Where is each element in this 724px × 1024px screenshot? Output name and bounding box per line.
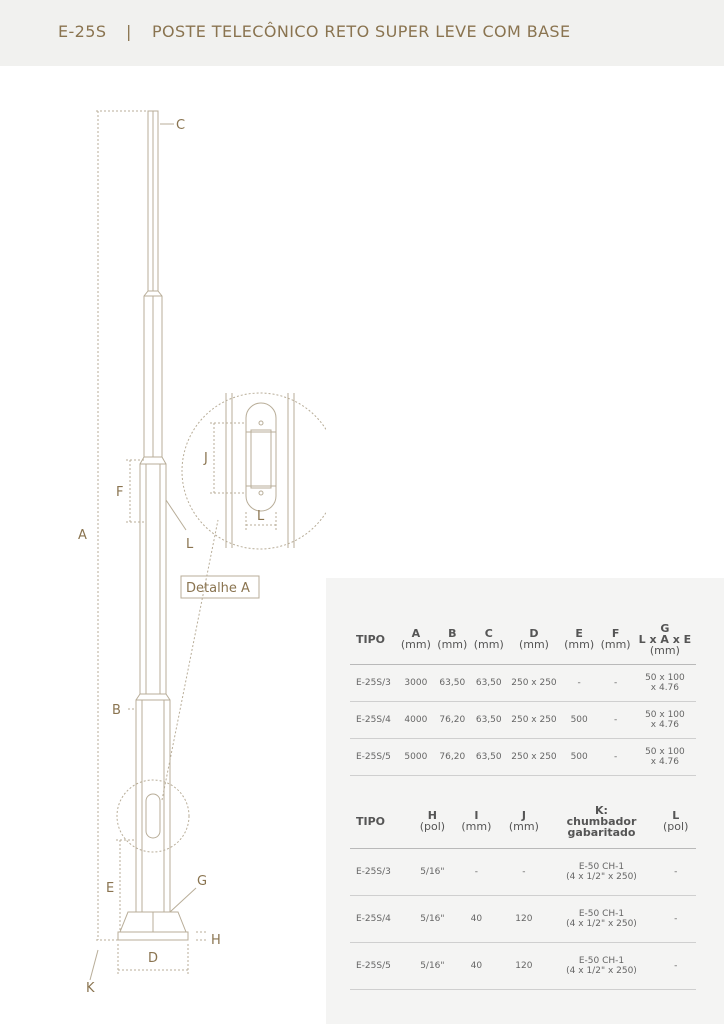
col-c: C (mm) [471, 614, 507, 665]
product-code: E-25S [58, 22, 107, 41]
cell: 120 [500, 896, 547, 943]
cell: 5000 [398, 739, 434, 776]
cell: 500 [561, 739, 597, 776]
dim-label-l: L [186, 537, 194, 552]
cell: E-50 CH-1 (4 x 1/2" x 250) [548, 896, 656, 943]
cell: - [453, 849, 500, 896]
col-k: K: chumbador gabaritado [548, 794, 656, 849]
col-a: A (mm) [398, 614, 434, 665]
table-header-row [350, 794, 696, 849]
cell: 76,20 [434, 739, 470, 776]
dim-label-h: H [211, 933, 221, 948]
detail-a-source-circle [117, 780, 189, 852]
cell: 50 x 100 x 4.76 [634, 739, 696, 776]
cell: - [597, 739, 633, 776]
table-row [350, 896, 696, 943]
cell: 500 [561, 702, 597, 739]
cell: 3000 [398, 665, 434, 702]
accessories-table [350, 794, 696, 990]
table-row [350, 739, 696, 776]
cell: - [655, 896, 696, 943]
col-d: D (mm) [507, 614, 561, 665]
dim-label-l-detail: L [257, 509, 265, 524]
cell: E-50 CH-1 (4 x 1/2" x 250) [548, 943, 656, 990]
cell: 63,50 [471, 665, 507, 702]
cell: 5/16" [412, 943, 453, 990]
col-l: L (pol) [655, 794, 696, 849]
col-b: B (mm) [434, 614, 470, 665]
dim-label-c: C [176, 118, 186, 133]
cell: - [500, 849, 547, 896]
table-row [350, 943, 696, 990]
col-i: I (mm) [453, 794, 500, 849]
cell: 76,20 [434, 702, 470, 739]
cell: E-25S/3 [350, 665, 398, 702]
col-g: G L x A x E (mm) [634, 614, 696, 665]
dim-label-d: D [148, 951, 159, 966]
dim-label-f: F [116, 485, 124, 500]
cell: - [597, 702, 633, 739]
col-f: F (mm) [597, 614, 633, 665]
cell: 63,50 [434, 665, 470, 702]
cell: - [655, 849, 696, 896]
cell: E-25S/4 [350, 702, 398, 739]
dimensions-table [350, 614, 696, 776]
col-e: E (mm) [561, 614, 597, 665]
cell: E-25S/3 [350, 849, 412, 896]
dim-label-e: E [106, 881, 115, 896]
col-h: H (pol) [412, 794, 453, 849]
product-title: POSTE TELECÔNICO RETO SUPER LEVE COM BASE [152, 22, 571, 41]
detail-a-label: Detalhe A [186, 581, 250, 596]
dim-label-a: A [78, 528, 87, 543]
cell: E-50 CH-1 (4 x 1/2" x 250) [548, 849, 656, 896]
table-row [350, 665, 696, 702]
cell: - [561, 665, 597, 702]
detail-a-zoom-circle [182, 393, 326, 549]
pole-middle-section [140, 464, 166, 694]
inspection-opening [146, 794, 160, 838]
cell: 63,50 [471, 739, 507, 776]
cell: 50 x 100 x 4.76 [634, 702, 696, 739]
header-separator: | [126, 22, 132, 41]
dim-label-j: J [204, 451, 208, 466]
dim-label-b: B [112, 703, 121, 718]
cell: 250 x 250 [507, 739, 561, 776]
dim-label-g: G [197, 874, 208, 889]
cell: 250 x 250 [507, 665, 561, 702]
cell: E-25S/5 [350, 943, 412, 990]
cell: 5/16" [412, 896, 453, 943]
cell: 50 x 100 x 4.76 [634, 665, 696, 702]
cell: 40 [453, 896, 500, 943]
cell: E-25S/5 [350, 739, 398, 776]
cell: 5/16" [412, 849, 453, 896]
col-tipo: TIPO [350, 794, 412, 849]
cell: 4000 [398, 702, 434, 739]
cell: - [597, 665, 633, 702]
cell: - [655, 943, 696, 990]
table-row [350, 849, 696, 896]
cell: 63,50 [471, 702, 507, 739]
pole-technical-drawing [0, 0, 326, 1024]
col-j: J (mm) [500, 794, 547, 849]
pole-lower-section [136, 700, 170, 912]
table-header-row [350, 614, 696, 665]
specs-panel [326, 578, 724, 1024]
cell: E-25S/4 [350, 896, 412, 943]
cell: 250 x 250 [507, 702, 561, 739]
cell: 120 [500, 943, 547, 990]
table-row [350, 702, 696, 739]
cell: 40 [453, 943, 500, 990]
col-tipo: TIPO [350, 614, 398, 665]
dim-label-k: K [86, 981, 95, 996]
